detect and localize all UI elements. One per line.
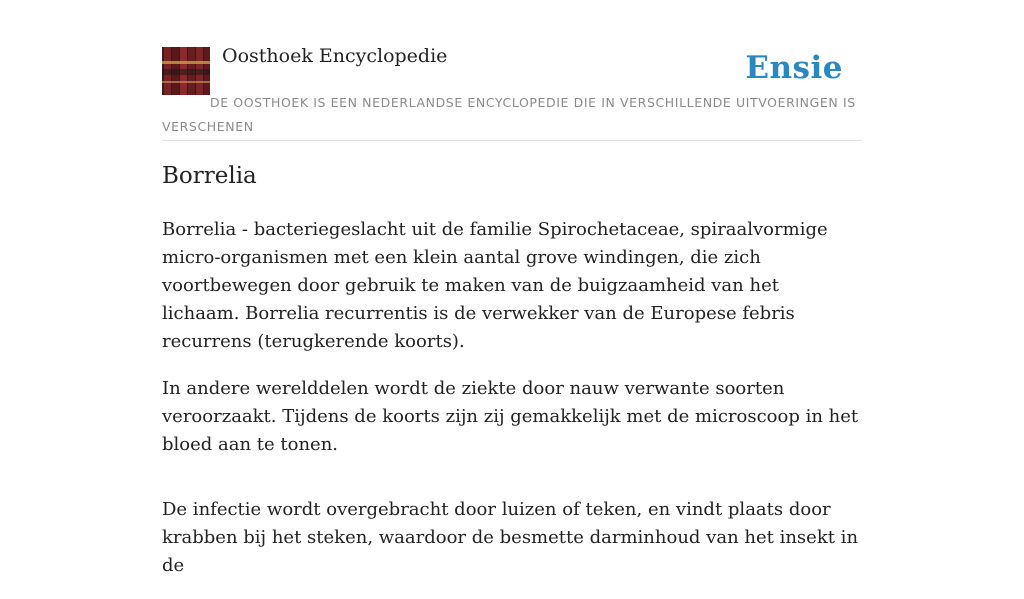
article-paragraph: Borrelia - bacteriegeslacht uit de familie Spirochetaceae, spiraalvormige micro-organismen met een klein aantal grove windingen, die zich voortbewegen door gebruik te maken van de buigzaamheid van het lichaam. Borrelia recurrentis is de verwekker van de Europese febris recurrens (terugkerende koorts). <box>162 219 828 352</box>
site-tagline: DE OOSTHOEK IS EEN NEDERLANDSE ENCYCLOPEDIE DIE IN VERSCHILLENDE UITVOERINGEN IS VERSCHENEN <box>162 95 856 134</box>
article-title: Borrelia <box>162 163 257 189</box>
books-image <box>162 47 210 95</box>
encyclopedia-avatar[interactable] <box>162 47 210 95</box>
article-paragraph: De infectie wordt overgebracht door luizen of teken, en vindt plaats door krabben bij het steken, waardoor de besmette darminhoud van het insekt in de <box>162 499 859 576</box>
article-paragraph: In andere werelddelen wordt de ziekte door nauw verwante soorten veroorzaakt. Tijdens de koorts zijn zij gemakkelijk met de microscoop in het bloed aan te tonen. <box>162 378 859 455</box>
ensie-logo-link[interactable]: Ensie <box>745 50 843 86</box>
article-body <box>162 216 862 599</box>
site-name[interactable]: Oosthoek Encyclopedie <box>222 45 448 67</box>
site-header <box>162 0 862 141</box>
content-column <box>162 0 862 576</box>
